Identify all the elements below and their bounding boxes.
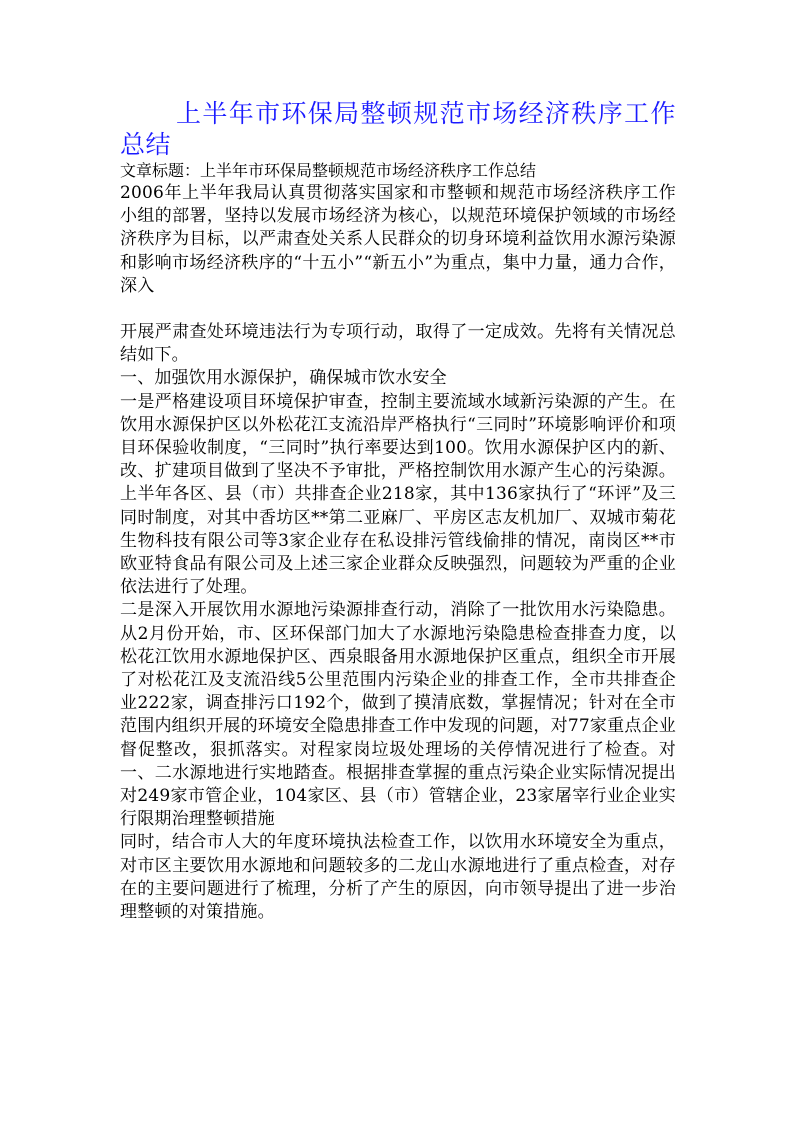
document-title: 上半年市环保局整顿规范市场经济秩序工作总结 [120,99,676,159]
paragraph-meanwhile: 同时，结合市人大的年度环境执法检查工作，以饮用水环境安全为重点，对市区主要饮用水源地和问题较多的二龙山水源地进行了重点检查，对存在的主要问题进行了梳理，分析了产生的原因，向市领导提出了进一步治理整顿的对策措施。 [120,832,676,923]
paragraph-gap [120,298,676,321]
article-title-line: 文章标题：上半年市环保局整顿规范市场经济秩序工作总结 [120,161,537,180]
paragraph-intro: 2006年上半年我局认真贯彻落实国家和市整顿和规范市场经济秩序工作小组的部署，坚持以发展市场经济为核心，以规范环境保护领域的市场经济秩序为目标，以严肃查处关系人民群众的切身环境利益饮用水源污染源和影响市场经济秩序的“十五小”“新五小”为重点，集中力量，通力合作，深入 [120,183,676,296]
document-page [120,98,676,924]
section-heading-1: 一、加强饮用水源保护，确保城市饮水安全 [120,368,447,389]
paragraph-summary: 开展严肃查处环境违法行为专项行动，取得了一定成效。先将有关情况总结如下。 [120,322,676,366]
paragraph-point-1: 一是严格建设项目环境保护审查，控制主要流域水域新污染源的产生。在饮用水源保护区以外松花江支流沿岸严格执行“三同时”环境影响评价和项目环保验收制度，“三同时”执行率要达到100。饮用水源保护区内的新、改、扩建项目做到了坚决不予审批，严格控制饮用水源产生心的污染源。上半年各区、县（市）共排查企业218家，其中136家执行了“环评”及三同时制度，对其中香坊区**第二亚麻厂、平房区志友机加厂、双城市菊花生物科技有限公司等3家企业存在私设排污管线偷排的情况，南岗区**市欧亚特食品有限公司及上述三家企业群众反映强烈，问题较为严重的企业依法进行了处理。 [120,391,676,598]
paragraph-point-2: 二是深入开展饮用水源地污染源排查行动，消除了一批饮用水污染隐患。从2月份开始，市、区环保部门加大了水源地污染隐患检查排查力度，以松花江饮用水源地保护区、西泉眼备用水源地保护区重点，组织全市开展了对松花江及支流沿线5公里范围内污染企业的排查工作，全市共排查企业222家，调查排污口192个，做到了摸清底数，掌握情况；针对在全市范围内组织开展的环境安全隐患排查工作中发现的问题，对77家重点企业督促整改，狠抓落实。对程家岗垃圾处理场的关停情况进行了检查。对一、二水源地进行实地踏查。根据排查掌握的重点污染企业实际情况提出对249家市管企业，104家区、县（市）管辖企业，23家屠宰行业企业实行限期治理整顿措施 [120,600,676,830]
